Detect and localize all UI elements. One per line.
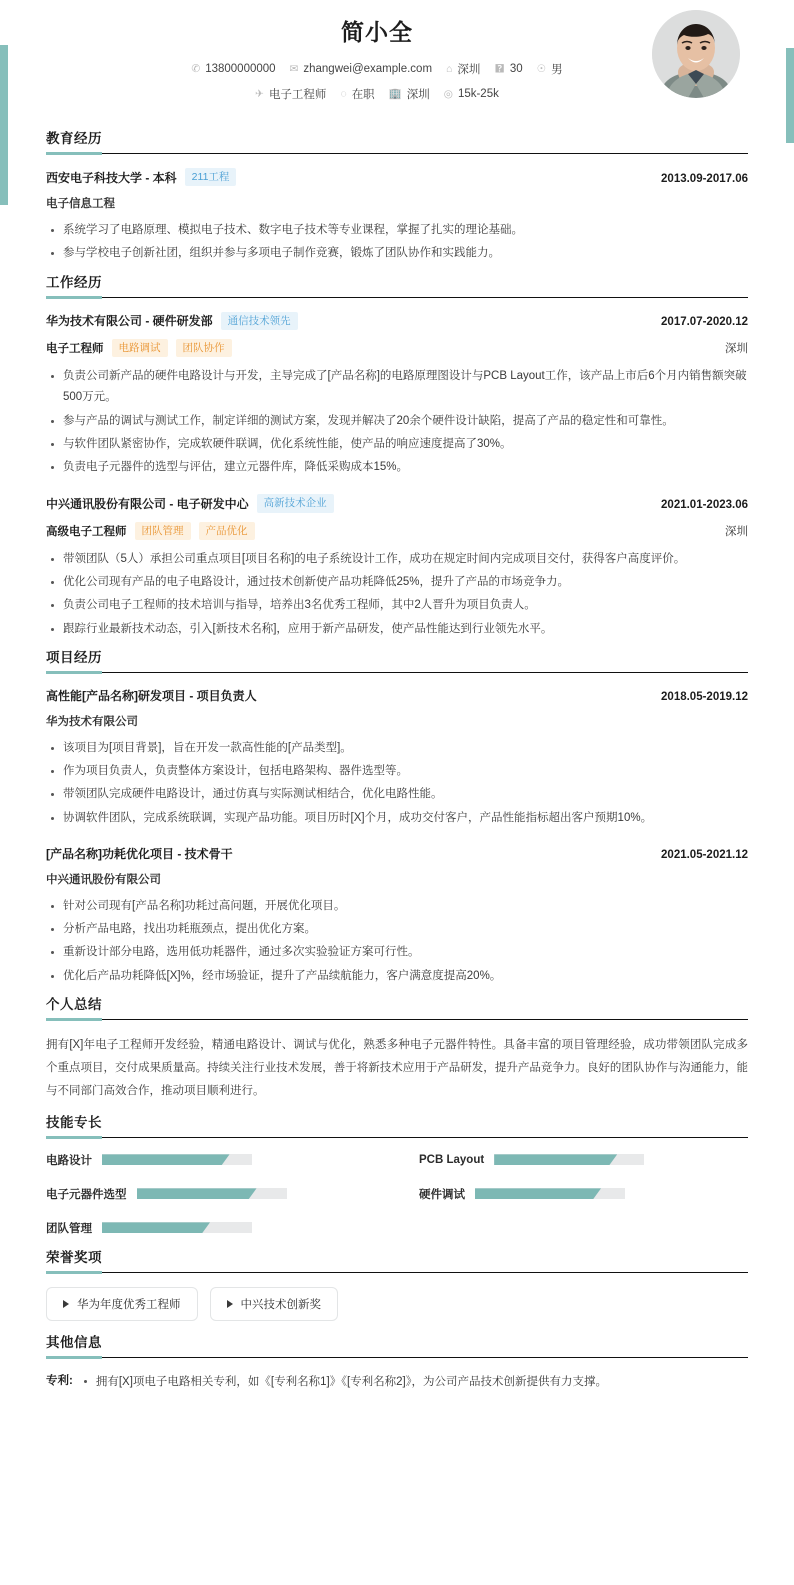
- section-rule: [46, 153, 748, 154]
- entry-date: 2013.09-2017.06: [661, 172, 748, 185]
- entry-tag-skill: 产品优化: [199, 522, 255, 540]
- section-summary: [46, 993, 748, 1103]
- entry-title-row: [46, 687, 748, 704]
- entry-title-row: [46, 494, 748, 512]
- entry-title: 华为技术有限公司 - 硬件研发部: [46, 314, 213, 329]
- section-skills: [46, 1111, 748, 1236]
- award-label: 中兴技术创新奖: [240, 1298, 321, 1311]
- section-title: 项目经历: [46, 649, 102, 665]
- entry-work: [46, 494, 748, 639]
- entry-tag-highlight: 通信技术领先: [221, 312, 298, 330]
- skill-row: [46, 1152, 375, 1168]
- entry-title: 西安电子科技大学 - 本科: [46, 170, 177, 185]
- section-title: 工作经历: [46, 274, 102, 290]
- resume-header: [46, 0, 748, 121]
- entry-title-group: [46, 845, 233, 862]
- contact-text: 15k-25k: [457, 88, 499, 100]
- entry-bullet-list: [46, 896, 748, 987]
- salary-icon: ◎: [443, 87, 453, 100]
- skill-row: [419, 1152, 748, 1168]
- section-header: [46, 1331, 748, 1358]
- entry-title: [产品名称]功耗优化项目 - 技术骨干: [46, 846, 233, 861]
- entry-location: 深圳: [725, 525, 748, 538]
- entry-project: [46, 687, 748, 829]
- contact-text: 在职: [351, 89, 375, 101]
- section-title: 技能专长: [46, 1114, 102, 1130]
- skill-bar-track: [494, 1154, 644, 1165]
- bullet-item: 负责电子元器件的选型与评估，建立元器件库，降低采购成本15%。: [46, 457, 748, 478]
- entry-education: [46, 168, 748, 265]
- skill-bar-track: [102, 1154, 252, 1165]
- skill-name: 硬件调试: [419, 1188, 465, 1201]
- entry-date: 2017.07-2020.12: [661, 316, 748, 329]
- skills-grid: [46, 1152, 748, 1236]
- entry-bullet-list: [46, 220, 748, 265]
- section-title: 其他信息: [46, 1334, 102, 1350]
- contact-item: [290, 63, 432, 75]
- skill-name: 电子元器件选型: [46, 1188, 127, 1201]
- entry-tag-highlight: 高新技术企业: [257, 494, 334, 512]
- bullet-item: 跟踪行业最新技术动态，引入[新技术名称]，应用于新产品研发，使产品性能达到行业领先水平。: [46, 619, 748, 640]
- bullet-item: 负责公司电子工程师的技术培训与指导，培养出3名优秀工程师，其中2人晋升为项目负责人。: [46, 595, 748, 616]
- skill-bar-track: [475, 1188, 625, 1199]
- entry-role: 电子工程师: [46, 342, 104, 355]
- skill-name: 团队管理: [46, 1222, 92, 1235]
- skill-row: [46, 1220, 375, 1236]
- entry-role-group: [46, 339, 232, 357]
- award-label: 华为年度优秀工程师: [77, 1298, 181, 1311]
- bullet-item: 作为项目负责人，负责整体方案设计，包括电路架构、器件选型等。: [46, 761, 748, 782]
- section-header: [46, 127, 748, 154]
- job-title-icon: ✈: [255, 87, 264, 100]
- awards-list: [46, 1287, 748, 1321]
- skill-row: [46, 1186, 375, 1202]
- skill-bar-fill: [475, 1188, 601, 1199]
- email-icon: ✉: [289, 62, 299, 75]
- entry-title: 高性能[产品名称]研发项目 - 项目负责人: [46, 688, 257, 703]
- contact-item: [191, 63, 275, 75]
- entry-work: [46, 312, 748, 479]
- bullet-item: 带领团队（5人）承担公司重点项目[项目名称]的电子系统设计工作，成功在规定时间内完成项目交付，获得客户高度评价。: [46, 549, 748, 570]
- decorative-bar-right: [786, 48, 794, 143]
- bullet-item: 优化后产品功耗降低[X]%，经市场验证，提升了产品续航能力，客户满意度提高20%。: [46, 966, 748, 987]
- entry-bullet-list: [46, 366, 748, 478]
- skill-bar-fill: [137, 1188, 257, 1199]
- skill-bar-track: [102, 1222, 252, 1233]
- bullet-item: 参与学校电子创新社团，组织并参与多项电子制作竞赛，锻炼了团队协作和实践能力。: [46, 243, 748, 264]
- entry-role-row: [46, 339, 748, 357]
- contact-text: zhangwei@example.com: [303, 63, 433, 75]
- bullet-item: 针对公司现有[产品名称]功耗过高问题，开展优化项目。: [46, 896, 748, 917]
- play-triangle-icon: [63, 1300, 69, 1308]
- contact-text: 深圳: [406, 89, 430, 101]
- section-other: [46, 1331, 748, 1393]
- bullet-item: 该项目为[项目背景]，旨在开发一款高性能的[产品类型]。: [46, 738, 748, 759]
- contact-item: [340, 86, 374, 102]
- award-item[interactable]: [46, 1287, 198, 1321]
- bullet-item: 负责公司新产品的硬件电路设计与开发，主导完成了[产品名称]的电路原理图设计与PCB Layout工作，该产品上市后6个月内销售额突破500万元。: [46, 366, 748, 409]
- other-label: 专利:: [46, 1374, 73, 1387]
- entry-title-row: [46, 312, 748, 330]
- contact-text: 电子工程师: [268, 89, 327, 101]
- bullet-item: 优化公司现有产品的电子电路设计，通过技术创新使产品功耗降低25%，提升了产品的市场竞争力。: [46, 572, 748, 593]
- location-icon: ⌂: [446, 62, 453, 75]
- play-triangle-icon: [227, 1300, 233, 1308]
- entry-role: 高级电子工程师: [46, 525, 127, 538]
- section-header: [46, 646, 748, 673]
- contact-item: [444, 88, 499, 100]
- entry-title: 中兴通讯股份有限公司 - 电子研发中心: [46, 496, 249, 511]
- contact-item: [389, 86, 430, 102]
- section-header: [46, 993, 748, 1020]
- entry-title-group: [46, 687, 257, 704]
- section-awards: [46, 1246, 748, 1321]
- decorative-bar-left: [0, 45, 8, 205]
- entry-bullet-list: [46, 738, 748, 829]
- entry-date: 2021.01-2023.06: [661, 498, 748, 511]
- work-entry-list: [46, 312, 748, 640]
- skill-bar-fill: [102, 1222, 210, 1233]
- other-info-row: [46, 1372, 748, 1393]
- bullet-item: 带领团队完成硬件电路设计，通过仿真与实际测试相结合，优化电路性能。: [46, 784, 748, 805]
- entry-major: 电子信息工程: [46, 198, 115, 211]
- section-education: [46, 127, 748, 265]
- contact-row-secondary: [46, 86, 748, 102]
- section-rule: [46, 1357, 748, 1358]
- summary-text: 拥有[X]年电子工程师开发经验，精通电路设计、调试与优化，熟悉多种电子元器件特性。具备丰富的项目管理经验，成功带领团队完成多个重点项目，交付成果质量高。持续关注行业技术发展，善于将新技术应用于产品研发，提升产品竞争力。良好的团队协作与沟通能力，能与不同部门高效合作，推动项目顺利进行。: [46, 1038, 748, 1097]
- entry-location: 深圳: [725, 342, 748, 355]
- other-item-list: [81, 1372, 607, 1393]
- section-rule: [46, 672, 748, 673]
- status-icon: ◌: [340, 87, 347, 100]
- contact-text: 13800000000: [205, 63, 276, 75]
- entry-bullet-list: [46, 549, 748, 640]
- entry-date: 2018.05-2019.12: [661, 690, 748, 703]
- contact-text: 30: [509, 63, 523, 75]
- section-projects: [46, 646, 748, 987]
- city-icon: 🏢: [388, 87, 402, 100]
- contact-row-primary: [46, 61, 748, 77]
- bullet-item: 参与产品的调试与测试工作，制定详细的测试方案，发现并解决了20余个硬件设计缺陷，提高了产品的稳定性和可靠性。: [46, 411, 748, 432]
- skill-bar-fill: [494, 1154, 617, 1165]
- bullet-item: 协调软件团队，完成系统联调，实现产品功能。项目历时[X]个月，成功交付客户，产品性能指标超出客户预期10%。: [46, 808, 748, 829]
- education-entry-list: [46, 168, 748, 265]
- entry-title-group: [46, 312, 298, 330]
- gender-icon: ☉: [536, 62, 547, 75]
- entry-tag-highlight: 211工程: [185, 168, 237, 186]
- entry-company: 中兴通讯股份有限公司: [46, 873, 161, 886]
- section-header: [46, 271, 748, 298]
- section-header: [46, 1246, 748, 1273]
- phone-icon: ✆: [191, 62, 201, 75]
- skill-row: [419, 1186, 748, 1202]
- contact-item: [255, 86, 326, 102]
- contact-item: [537, 61, 563, 77]
- section-header: [46, 1111, 748, 1138]
- entry-tag-skill: 团队协作: [176, 339, 232, 357]
- skill-bar-fill: [102, 1154, 230, 1165]
- bullet-item: 与软件团队紧密协作，完成软硬件联调，优化系统性能，使产品的响应速度提高了30%。: [46, 434, 748, 455]
- entry-tag-skill: 电路调试: [112, 339, 168, 357]
- section-rule: [46, 1272, 748, 1273]
- contact-text: 男: [551, 64, 563, 76]
- candidate-name: 简小全: [341, 19, 413, 45]
- contact-item: [494, 63, 522, 75]
- age-icon: 🯄: [494, 62, 505, 75]
- section-work: [46, 271, 748, 640]
- entry-title-row: [46, 845, 748, 862]
- bullet-item: 重新设计部分电路，选用低功耗器件，通过多次实验验证方案可行性。: [46, 942, 748, 963]
- bullet-item: 分析产品电路，找出功耗瓶颈点，提出优化方案。: [46, 919, 748, 940]
- contact-item: [446, 61, 480, 77]
- bullet-item: 系统学习了电路原理、模拟电子技术、数字电子技术等专业课程，掌握了扎实的理论基础。: [46, 220, 748, 241]
- skill-bar-track: [137, 1188, 287, 1199]
- contact-text: 深圳: [457, 64, 481, 76]
- section-title: 荣誉奖项: [46, 1249, 102, 1265]
- entry-company: 华为技术有限公司: [46, 715, 138, 728]
- section-rule: [46, 297, 748, 298]
- project-entry-list: [46, 687, 748, 987]
- skill-name: 电路设计: [46, 1154, 92, 1167]
- entry-title-row: [46, 168, 748, 186]
- other-item: 拥有[X]项电子电路相关专利，如《[专利名称1]》《[专利名称2]》，为公司产品技术创新提供有力支撑。: [81, 1372, 607, 1393]
- award-item[interactable]: [210, 1287, 339, 1321]
- entry-title-group: [46, 494, 334, 512]
- section-title: 教育经历: [46, 131, 102, 146]
- entry-role-row: [46, 522, 748, 540]
- section-title: 个人总结: [46, 996, 102, 1012]
- skill-name: PCB Layout: [419, 1153, 485, 1166]
- entry-date: 2021.05-2021.12: [661, 848, 748, 861]
- section-rule: [46, 1019, 748, 1020]
- entry-title-group: [46, 168, 236, 186]
- entry-tag-skill: 团队管理: [135, 522, 191, 540]
- section-rule: [46, 1137, 748, 1138]
- avatar: [652, 10, 740, 98]
- entry-project: [46, 845, 748, 987]
- entry-role-group: [46, 522, 255, 540]
